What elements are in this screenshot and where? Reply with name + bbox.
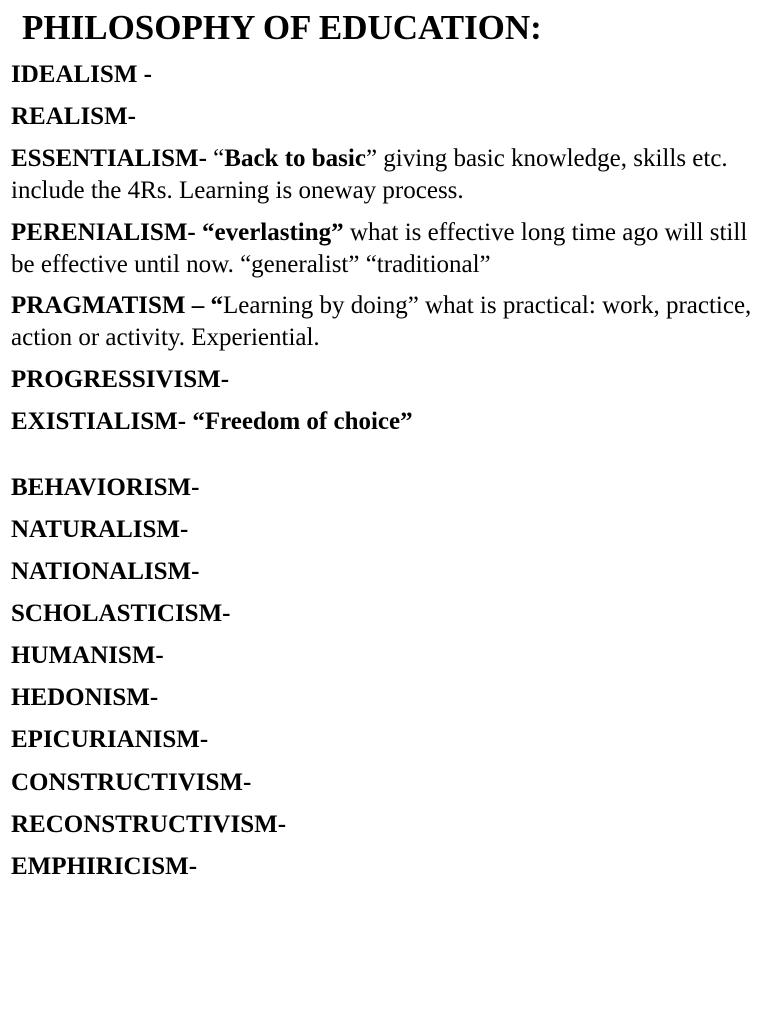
quote-essentialism: Back to basic	[224, 145, 366, 172]
term-epicurianism: EPICURIANISM-	[11, 726, 209, 753]
term-reconstructivism: RECONSTRUCTIVISM-	[11, 811, 287, 838]
desc-perenialism: what is effective long time ago will still be effective until now. “generalist” “traditional”	[11, 219, 748, 278]
entry-pragmatism	[11, 290, 759, 354]
desc-essentialism: ” giving basic knowledge, skills etc. include the 4Rs. Learning is oneway process.	[11, 145, 728, 204]
term-hedonism: HEDONISM-	[11, 684, 159, 711]
term-pragmatism: PRAGMATISM – “	[11, 292, 224, 319]
entry-perenialism	[11, 217, 759, 281]
term-idealism: IDEALISM -	[11, 61, 152, 88]
entry-hedonism	[11, 682, 759, 714]
term-scholasticism: SCHOLASTICISM-	[11, 600, 231, 627]
entry-realism	[11, 101, 759, 133]
term-humanism: HUMANISM-	[11, 642, 164, 669]
desc-pragmatism: Learning by doing” what is practical: work, practice, action or activity. Experiential.	[11, 292, 752, 351]
entry-nationalism	[11, 556, 759, 588]
entry-constructivism	[11, 767, 759, 799]
term-existialism: EXISTIALISM-	[11, 408, 187, 435]
quote-open-essentialism: “	[206, 145, 225, 172]
entry-essentialism	[11, 143, 759, 207]
entry-idealism	[11, 59, 759, 91]
term-constructivism: CONSTRUCTIVISM-	[11, 769, 252, 796]
entry-epicurianism	[11, 724, 759, 756]
term-perenialism: PERENIALISM-	[11, 219, 196, 246]
quote-perenialism: “everlasting”	[195, 219, 344, 246]
entry-existialism	[11, 406, 759, 438]
term-naturalism: NATURALISM-	[11, 516, 189, 543]
term-emphiricism: EMPHIRICISM-	[11, 853, 198, 880]
entry-progressivism	[11, 364, 759, 396]
entry-reconstructivism	[11, 809, 759, 841]
page-title: PHILOSOPHY OF EDUCATION:	[22, 8, 542, 47]
entry-scholasticism	[11, 598, 759, 630]
quote-existialism: “Freedom of choice”	[186, 408, 413, 435]
entry-naturalism	[11, 514, 759, 546]
term-nationalism: NATIONALISM-	[11, 558, 200, 585]
entry-behaviorism	[11, 472, 759, 504]
term-behaviorism: BEHAVIORISM-	[11, 474, 200, 501]
entry-humanism	[11, 640, 759, 672]
term-progressivism: PROGRESSIVISM-	[11, 366, 230, 393]
entry-emphiricism	[11, 851, 759, 883]
term-realism: REALISM-	[11, 103, 137, 130]
term-essentialism: ESSENTIALISM-	[11, 145, 207, 172]
